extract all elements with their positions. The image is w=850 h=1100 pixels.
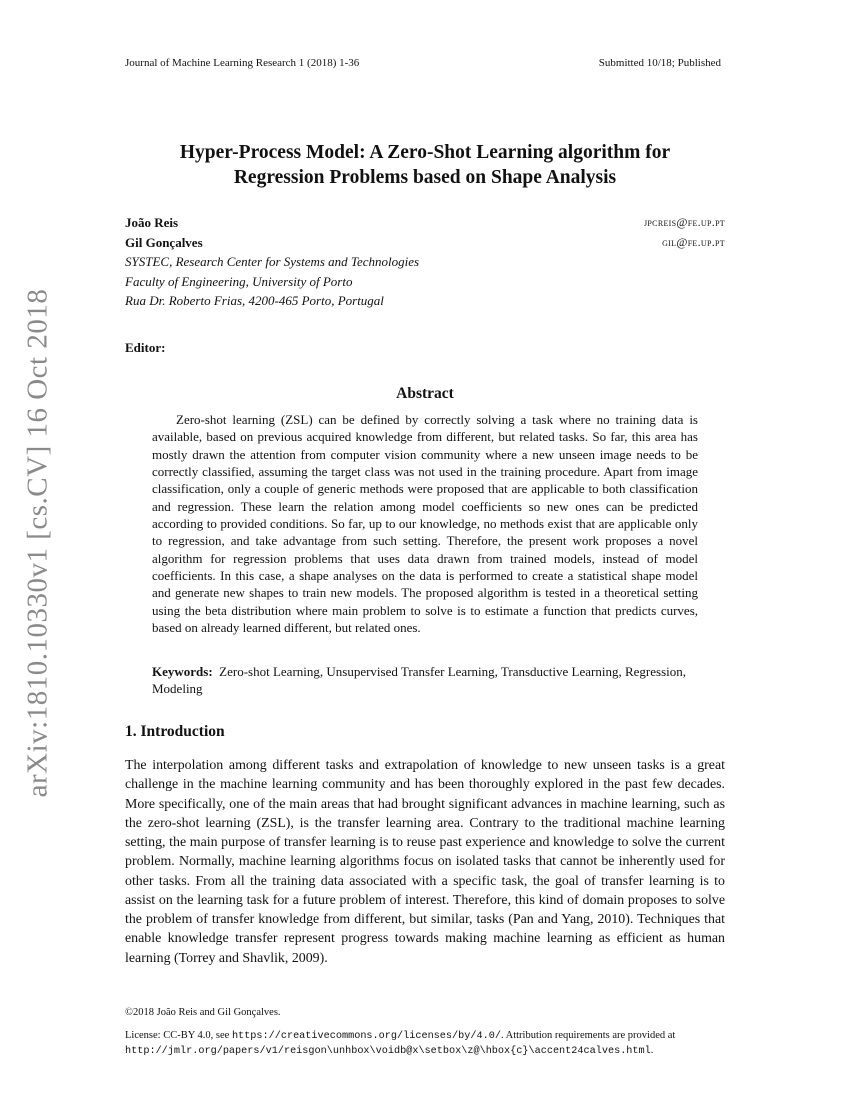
author-row <box>125 233 725 253</box>
keywords-label: Keywords: <box>152 664 213 679</box>
title-line-2: Regression Problems based on Shape Analysis <box>233 167 617 188</box>
editor-label: Editor: <box>125 340 166 355</box>
affiliation-line: Rua Dr. Roberto Frias, 4200-465 Porto, Portugal <box>125 293 384 308</box>
title-line-1: Hyper-Process Model: A Zero-Shot Learning algorithm for <box>179 142 671 163</box>
affiliation-line: Faculty of Engineering, University of Porto <box>125 273 353 289</box>
affiliation-line: SYSTEC, Research Center for Systems and Technologies <box>125 254 420 269</box>
copyright-notice: ©2018 João Reis and Gil Gonçalves. <box>125 1007 281 1018</box>
author-email: jpcreis@fe.up.pt <box>644 215 725 229</box>
license-mid: . Attribution requirements are provided at <box>500 1030 676 1041</box>
author-email: gil@fe.up.pt <box>662 234 725 249</box>
license-end: . <box>650 1045 654 1056</box>
license-link[interactable]: https://creativecommons.org/licenses/by/4.0/ <box>231 1031 501 1042</box>
section-heading-introduction: 1. Introduction <box>125 723 225 740</box>
license-prefix: License: CC-BY 4.0, see <box>125 1030 232 1041</box>
author-row <box>125 213 725 233</box>
license-notice <box>125 1029 765 1059</box>
abstract-text: Zero-shot learning (ZSL) can be defined by correctly solving a task where no training data is available, based on previous acquired knowledge from different, but related tasks. So far, this area has mostly drawn the attention from computer vision community where a new unseen image needs to be correctly classified, assuming the target class was not used in the training procedure. Apart from image classification, only a couple of generic methods were proposed that are applicable to both classification and regression. These learn the relation among model coefficients so new ones can be predicted according to provided conditions. So far, up to our knowledge, no methods exist that are applicable only to regression, and take advantage from such setting. Therefore, the present work proposes a novel algorithm for regression problems that uses data drawn from trained models, instead of model coefficients. In this case, a shape analyses on the data is performed to create a statistical shape model and generate new shapes to train new models. The proposed algorithm is tested in a theoretical setting using the beta distribution where main problem to solve is to estimate a function that predicts curves, based on already learned different, but related ones. <box>152 412 698 636</box>
keywords <box>152 663 698 698</box>
author-name: Gil Gonçalves <box>125 234 203 250</box>
author-name: João Reis <box>125 215 179 230</box>
arxiv-stamp: arXiv:1810.10330v1 [cs.CV] 16 Oct 2018 <box>21 288 54 798</box>
attribution-link[interactable]: http://jmlr.org/papers/v1/reisgon\unhbox\voidb@x\setbox\z@\hbox{c}\accent24calves.html <box>125 1046 651 1057</box>
keywords-text: Zero-shot Learning, Unsupervised Transfer Learning, Transductive Learning, Regression, Modeling <box>152 664 686 697</box>
submission-info: Submitted 10/18; Published <box>598 57 721 69</box>
abstract-heading: Abstract <box>396 385 454 402</box>
paper-title <box>110 140 740 190</box>
journal-header: Journal of Machine Learning Research 1 (2018) 1-36 <box>125 57 360 69</box>
author-block <box>125 213 725 311</box>
introduction-text: The interpolation among different tasks and extrapolation of knowledge to new unseen tasks is a great challenge in the machine learning community and has been thoroughly explored in the past few decades. More specifically, one of the main areas that had brought significant advances in machine learning, such as the zero-shot learning (ZSL), is the transfer learning area. Contrary to the traditional machine learning setting, the main purpose of transfer learning is to reuse past experience and knowledge to solve the current problem. Normally, machine learning algorithms focus on isolated tasks that cannot be inherently used for other tasks. From all the training data associated with a specific task, the goal of transfer learning is to assist on the learning task for a future problem of interest. Therefore, this kind of domain proposes to solve the problem of transfer knowledge from different, but similar, tasks (Pan and Yang, 2010). Techniques that enable knowledge transfer represent progress towards making machine learning as efficient as human learning (Torrey and Shavlik, 2009). <box>125 758 725 966</box>
